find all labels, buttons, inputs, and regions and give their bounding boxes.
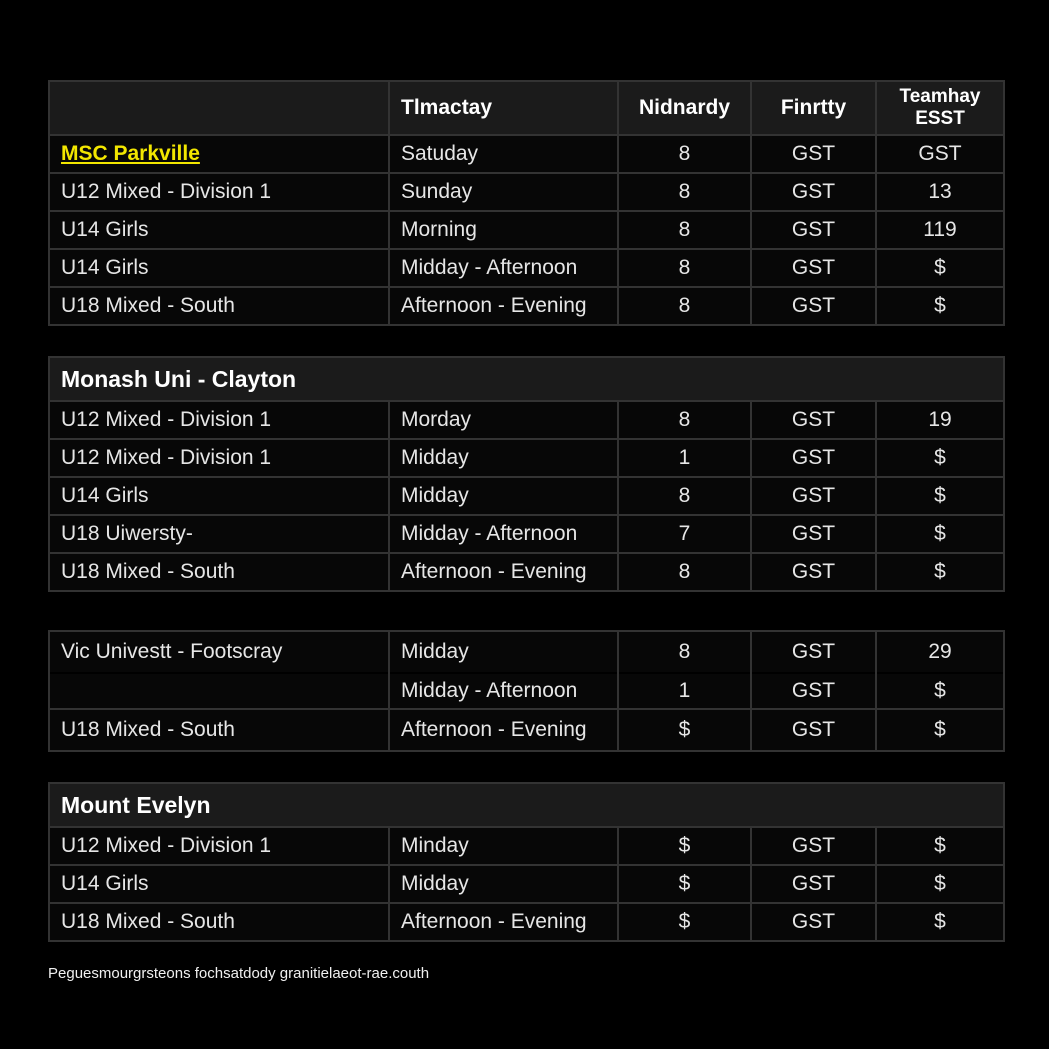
cell-count: 8: [618, 553, 751, 591]
cell-day: Midday: [389, 865, 618, 903]
cell-day: Midday - Afternoon: [389, 673, 618, 709]
cell-tax: GST: [751, 673, 876, 709]
cell-tax: GST: [751, 477, 876, 515]
cell-tax: GST: [751, 401, 876, 439]
table-row: [49, 903, 1004, 941]
table-row: [49, 515, 1004, 553]
cell-tax: GST: [751, 631, 876, 673]
cell-day: Afternoon - Evening: [389, 287, 618, 325]
cell-division: U12 Mixed - Division 1: [49, 827, 389, 865]
table-row: [49, 477, 1004, 515]
cell-count: 1: [618, 673, 751, 709]
column-header-empty: [49, 81, 389, 135]
cell-count: 1: [618, 439, 751, 477]
cell-tax: GST: [751, 903, 876, 941]
cell-count: $: [618, 865, 751, 903]
cell-division: U18 Uiwersty-: [49, 515, 389, 553]
cell-fee: $: [876, 709, 1004, 751]
cell-fee: $: [876, 903, 1004, 941]
column-header-tax: Finrtty: [751, 81, 876, 135]
cell-tax: GST: [751, 211, 876, 249]
cell-day: Midday - Afternoon: [389, 249, 618, 287]
cell-division: U18 Mixed - South: [49, 709, 389, 751]
column-header-day: Tlmactay: [389, 81, 618, 135]
schedule-table-monash-clayton: [48, 356, 1005, 592]
cell-fee: 119: [876, 211, 1004, 249]
table-row: [49, 249, 1004, 287]
cell-fee: $: [876, 439, 1004, 477]
venue-title: Monash Uni - Clayton: [49, 357, 1004, 401]
cell-tax: GST: [751, 439, 876, 477]
table-row: [49, 631, 1004, 673]
table-row: [49, 287, 1004, 325]
schedule-table-msc-parkville: [48, 80, 1005, 326]
cell-count: 8: [618, 173, 751, 211]
cell-day: Afternoon - Evening: [389, 903, 618, 941]
cell-division: U14 Girls: [49, 249, 389, 287]
cell-count: 8: [618, 135, 751, 173]
cell-tax: GST: [751, 709, 876, 751]
cell-day: Midday: [389, 477, 618, 515]
column-header-count: Nidnardy: [618, 81, 751, 135]
cell-count: 8: [618, 211, 751, 249]
cell-fee: 13: [876, 173, 1004, 211]
venue-group-header: [49, 357, 1004, 401]
cell-fee: 19: [876, 401, 1004, 439]
cell-fee: $: [876, 553, 1004, 591]
cell-division: U12 Mixed - Division 1: [49, 439, 389, 477]
cell-division: U14 Girls: [49, 211, 389, 249]
cell-fee: $: [876, 673, 1004, 709]
table-row: [49, 211, 1004, 249]
cell-division: U18 Mixed - South: [49, 553, 389, 591]
cell-day: Midday: [389, 439, 618, 477]
column-header-fee: Teamhay ESST: [876, 81, 1004, 135]
cell-day: Midday - Afternoon: [389, 515, 618, 553]
cell-day: Satuday: [389, 135, 618, 173]
cell-fee: GST: [876, 135, 1004, 173]
schedule-table-mount-evelyn: [48, 782, 1005, 942]
table-row: [49, 135, 1004, 173]
column-header-row: [49, 81, 1004, 135]
cell-count: 8: [618, 477, 751, 515]
cell-tax: GST: [751, 865, 876, 903]
venue-link-msc-parkville[interactable]: MSC Parkville: [61, 142, 200, 165]
cell-fee: $: [876, 249, 1004, 287]
cell-count: 7: [618, 515, 751, 553]
cell-tax: GST: [751, 135, 876, 173]
cell-fee: $: [876, 515, 1004, 553]
table-row: [49, 401, 1004, 439]
cell-count: 8: [618, 401, 751, 439]
footer-note: Peguesmourgrsteons fochsatdody granitielaeot-rae.couth: [48, 965, 430, 982]
cell-day: Morday: [389, 401, 618, 439]
schedule-table-vic-uni-footscray: [48, 630, 1005, 752]
cell-day: Midday: [389, 631, 618, 673]
cell-tax: GST: [751, 553, 876, 591]
cell-division: U14 Girls: [49, 865, 389, 903]
cell-day: Afternoon - Evening: [389, 709, 618, 751]
table-row: [49, 553, 1004, 591]
venue-group-header: [49, 783, 1004, 827]
table-row: [49, 439, 1004, 477]
cell-count: $: [618, 903, 751, 941]
cell-day: Afternoon - Evening: [389, 553, 618, 591]
cell-tax: GST: [751, 515, 876, 553]
cell-division: [49, 673, 389, 709]
cell-division: U18 Mixed - South: [49, 903, 389, 941]
cell-day: Minday: [389, 827, 618, 865]
table-row: [49, 673, 1004, 709]
cell-fee: 29: [876, 631, 1004, 673]
cell-count: 8: [618, 631, 751, 673]
cell-count: $: [618, 827, 751, 865]
venue-title: Mount Evelyn: [49, 783, 1004, 827]
cell-day: Sunday: [389, 173, 618, 211]
cell-fee: $: [876, 287, 1004, 325]
cell-fee: $: [876, 827, 1004, 865]
cell-fee: $: [876, 477, 1004, 515]
cell-tax: GST: [751, 173, 876, 211]
table-row: [49, 173, 1004, 211]
cell-division: U18 Mixed - South: [49, 287, 389, 325]
cell-tax: GST: [751, 249, 876, 287]
cell-fee: $: [876, 865, 1004, 903]
cell-division: U12 Mixed - Division 1: [49, 401, 389, 439]
cell-count: 8: [618, 287, 751, 325]
table-row: [49, 709, 1004, 751]
cell-count: 8: [618, 249, 751, 287]
cell-tax: GST: [751, 827, 876, 865]
table-row: [49, 827, 1004, 865]
cell-count: $: [618, 709, 751, 751]
cell-division: U12 Mixed - Division 1: [49, 173, 389, 211]
cell-tax: GST: [751, 287, 876, 325]
table-row: [49, 865, 1004, 903]
cell-division: U14 Girls: [49, 477, 389, 515]
cell-venue: Vic Univestt - Footscray: [49, 631, 389, 673]
cell-day: Morning: [389, 211, 618, 249]
